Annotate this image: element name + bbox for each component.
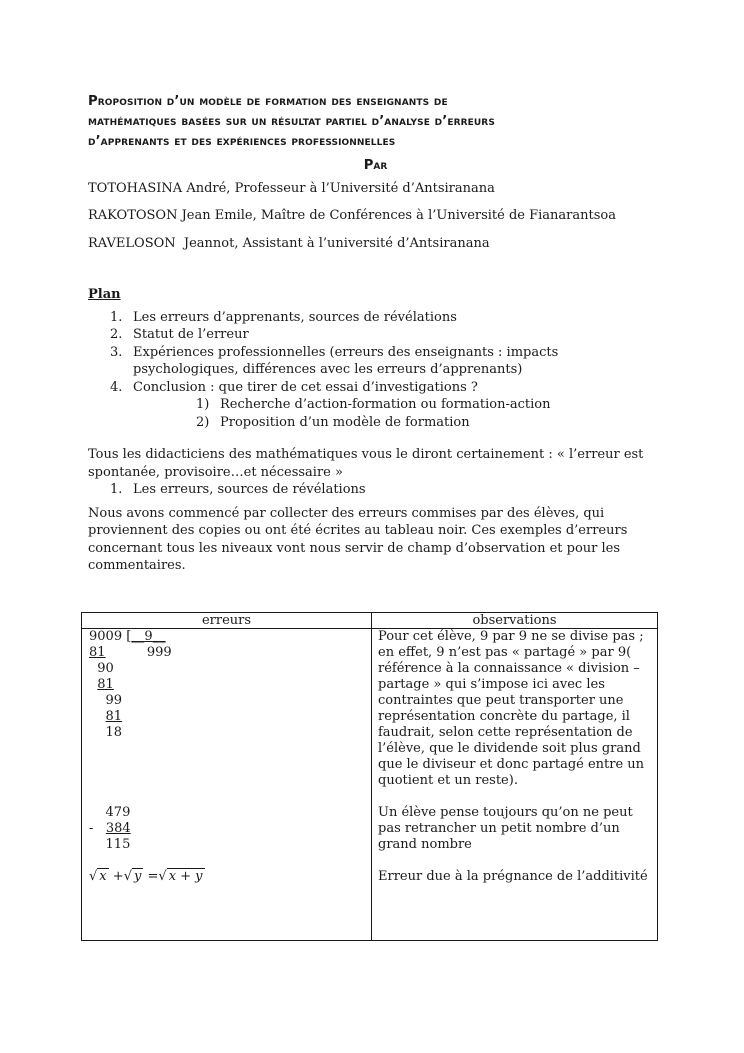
radicand: x [99,869,107,884]
observation-line: référence à la connaissance « division – [378,661,640,676]
sub-list-item [196,396,663,414]
column-header-observations: observations [372,613,658,629]
list-text: Statut de l’erreur [133,327,249,342]
observation-division [378,629,657,789]
section-title: Les erreurs, sources de révélations [133,482,366,497]
paragraph-line: commentaires. [88,558,186,573]
observation-line: Pour cet élève, 9 par 9 ne se divise pas ; [378,629,644,644]
table-row [82,629,658,941]
list-text-line: psychologiques, différences avec les erreurs d’apprenants) [133,362,523,377]
sub-list-item [196,414,663,432]
observation-line: grand nombre [378,837,472,852]
division-step: 81 [97,677,114,692]
list-number: 2) [196,414,210,430]
division-bracket: [ [126,629,132,644]
subtrahend: 384 [105,821,131,836]
title-line: mathématiques basées sur un résultat partiel d’analyse d’erreurs [88,114,495,129]
intro-paragraph [88,446,663,481]
difference: 115 [105,837,131,852]
divisor-value: 9 [144,629,153,644]
division-example [89,629,371,885]
list-text: Les erreurs d’apprenants, sources de révélations [133,309,457,325]
plan-heading: Plan [88,287,121,302]
body-paragraph [88,505,663,575]
observation-line: que le diviseur et donc partagé entre un [378,757,645,772]
observation-line: pas retrancher un petit nombre d’un [378,821,620,836]
column-header-errors: erreurs [82,613,372,629]
dividend: 9009 [89,629,123,644]
document-page [88,92,663,575]
document-title [88,92,663,152]
paragraph-line: Tous les didacticiens des mathématiques vous le diront certainement : « l’erreur est [88,447,644,462]
paragraph-line: concernant tous les niveaux vont nous servir de champ d’observation et pour les [88,540,621,556]
par-label: Par [363,158,388,173]
list-text [133,344,558,379]
division-step: 90 [97,661,114,676]
title-line: Proposition d’un modèle de formation des enseignants de [88,94,448,109]
observation-sqrt: Erreur due à la prégnance de l’additivité [378,869,648,884]
division-step: 81 [89,645,106,660]
list-item [110,309,663,327]
list-text: Recherche d’action-formation ou formation-action [220,397,551,412]
division-remainder: 18 [105,725,123,740]
list-item [110,379,663,397]
division-step: 99 [105,693,123,708]
observation-line: représentation concrète du partage, il [378,709,630,724]
section-heading [110,481,663,499]
divisor: __9__ [131,629,166,644]
division-step: 81 [105,709,123,724]
observation-line: l’élève, que le dividende soit plus grand [378,741,641,756]
minus-sign: - [89,821,94,836]
errors-table [81,612,658,941]
list-text-line: Expériences professionnelles (erreurs des enseignants : impacts [133,344,559,360]
minuend: 479 [105,805,131,820]
author-line: RAKOTOSON Jean Emile, Maître de Conférences à l’Université de Fianarantsoa [88,208,616,223]
radicand: x + y [168,869,203,884]
list-text: Proposition d’un modèle de formation [220,414,470,430]
table-header-row [82,613,658,629]
list-number: 1. [110,309,123,325]
list-item [110,344,663,379]
paragraph-line: Nous avons commencé par collecter des erreurs commises par des élèves, qui [88,505,605,521]
list-number: 1) [196,397,210,412]
sqrt-formula [89,869,205,884]
list-number: 2. [110,327,123,342]
list-item [110,326,663,344]
author-line: RAVELOSON Jeannot, Assistant à l’université d’Antsiranana [88,235,490,251]
plus-sign: + [112,869,124,884]
paragraph-line: proviennent des copies ou ont été écrites au tableau noir. Ces exemples d’erreurs [88,523,628,538]
sqrt-x: √ x [89,869,107,884]
title-line: d’apprenants et des expériences professionnelles [88,134,396,149]
author-line: TOTOHASINA André, Professeur à l’Université d’Antsiranana [88,180,495,196]
observations-cell [372,629,658,941]
equals-sign: = [147,869,159,884]
sqrt-y: √ y [123,869,142,884]
observation-line: contraintes que peut transporter une [378,693,624,708]
section-number: 1. [110,482,123,497]
observation-line: en effet, 9 n’est pas « partagé » par 9( [378,645,632,660]
list-text: Conclusion : que tirer de cet essai d’investigations ? [133,379,478,395]
observation-line: Un élève pense toujours qu’on ne peut [378,805,633,820]
radicand: y [133,869,142,884]
list-number: 3. [110,344,123,360]
quotient: 999 [146,645,172,660]
list-number: 4. [110,379,123,395]
errors-cell [82,629,372,941]
observation-subtraction [378,805,657,853]
observation-line: quotient et un reste). [378,773,518,788]
sqrt-sum: √ x + y [158,869,203,884]
plan-list [88,309,663,432]
observation-line: partage » qui s’impose ici avec les [378,677,605,692]
paragraph-line: spontanée, provisoire…et nécessaire » [88,464,343,480]
observation-line: faudrait, selon cette représentation de [378,725,633,740]
